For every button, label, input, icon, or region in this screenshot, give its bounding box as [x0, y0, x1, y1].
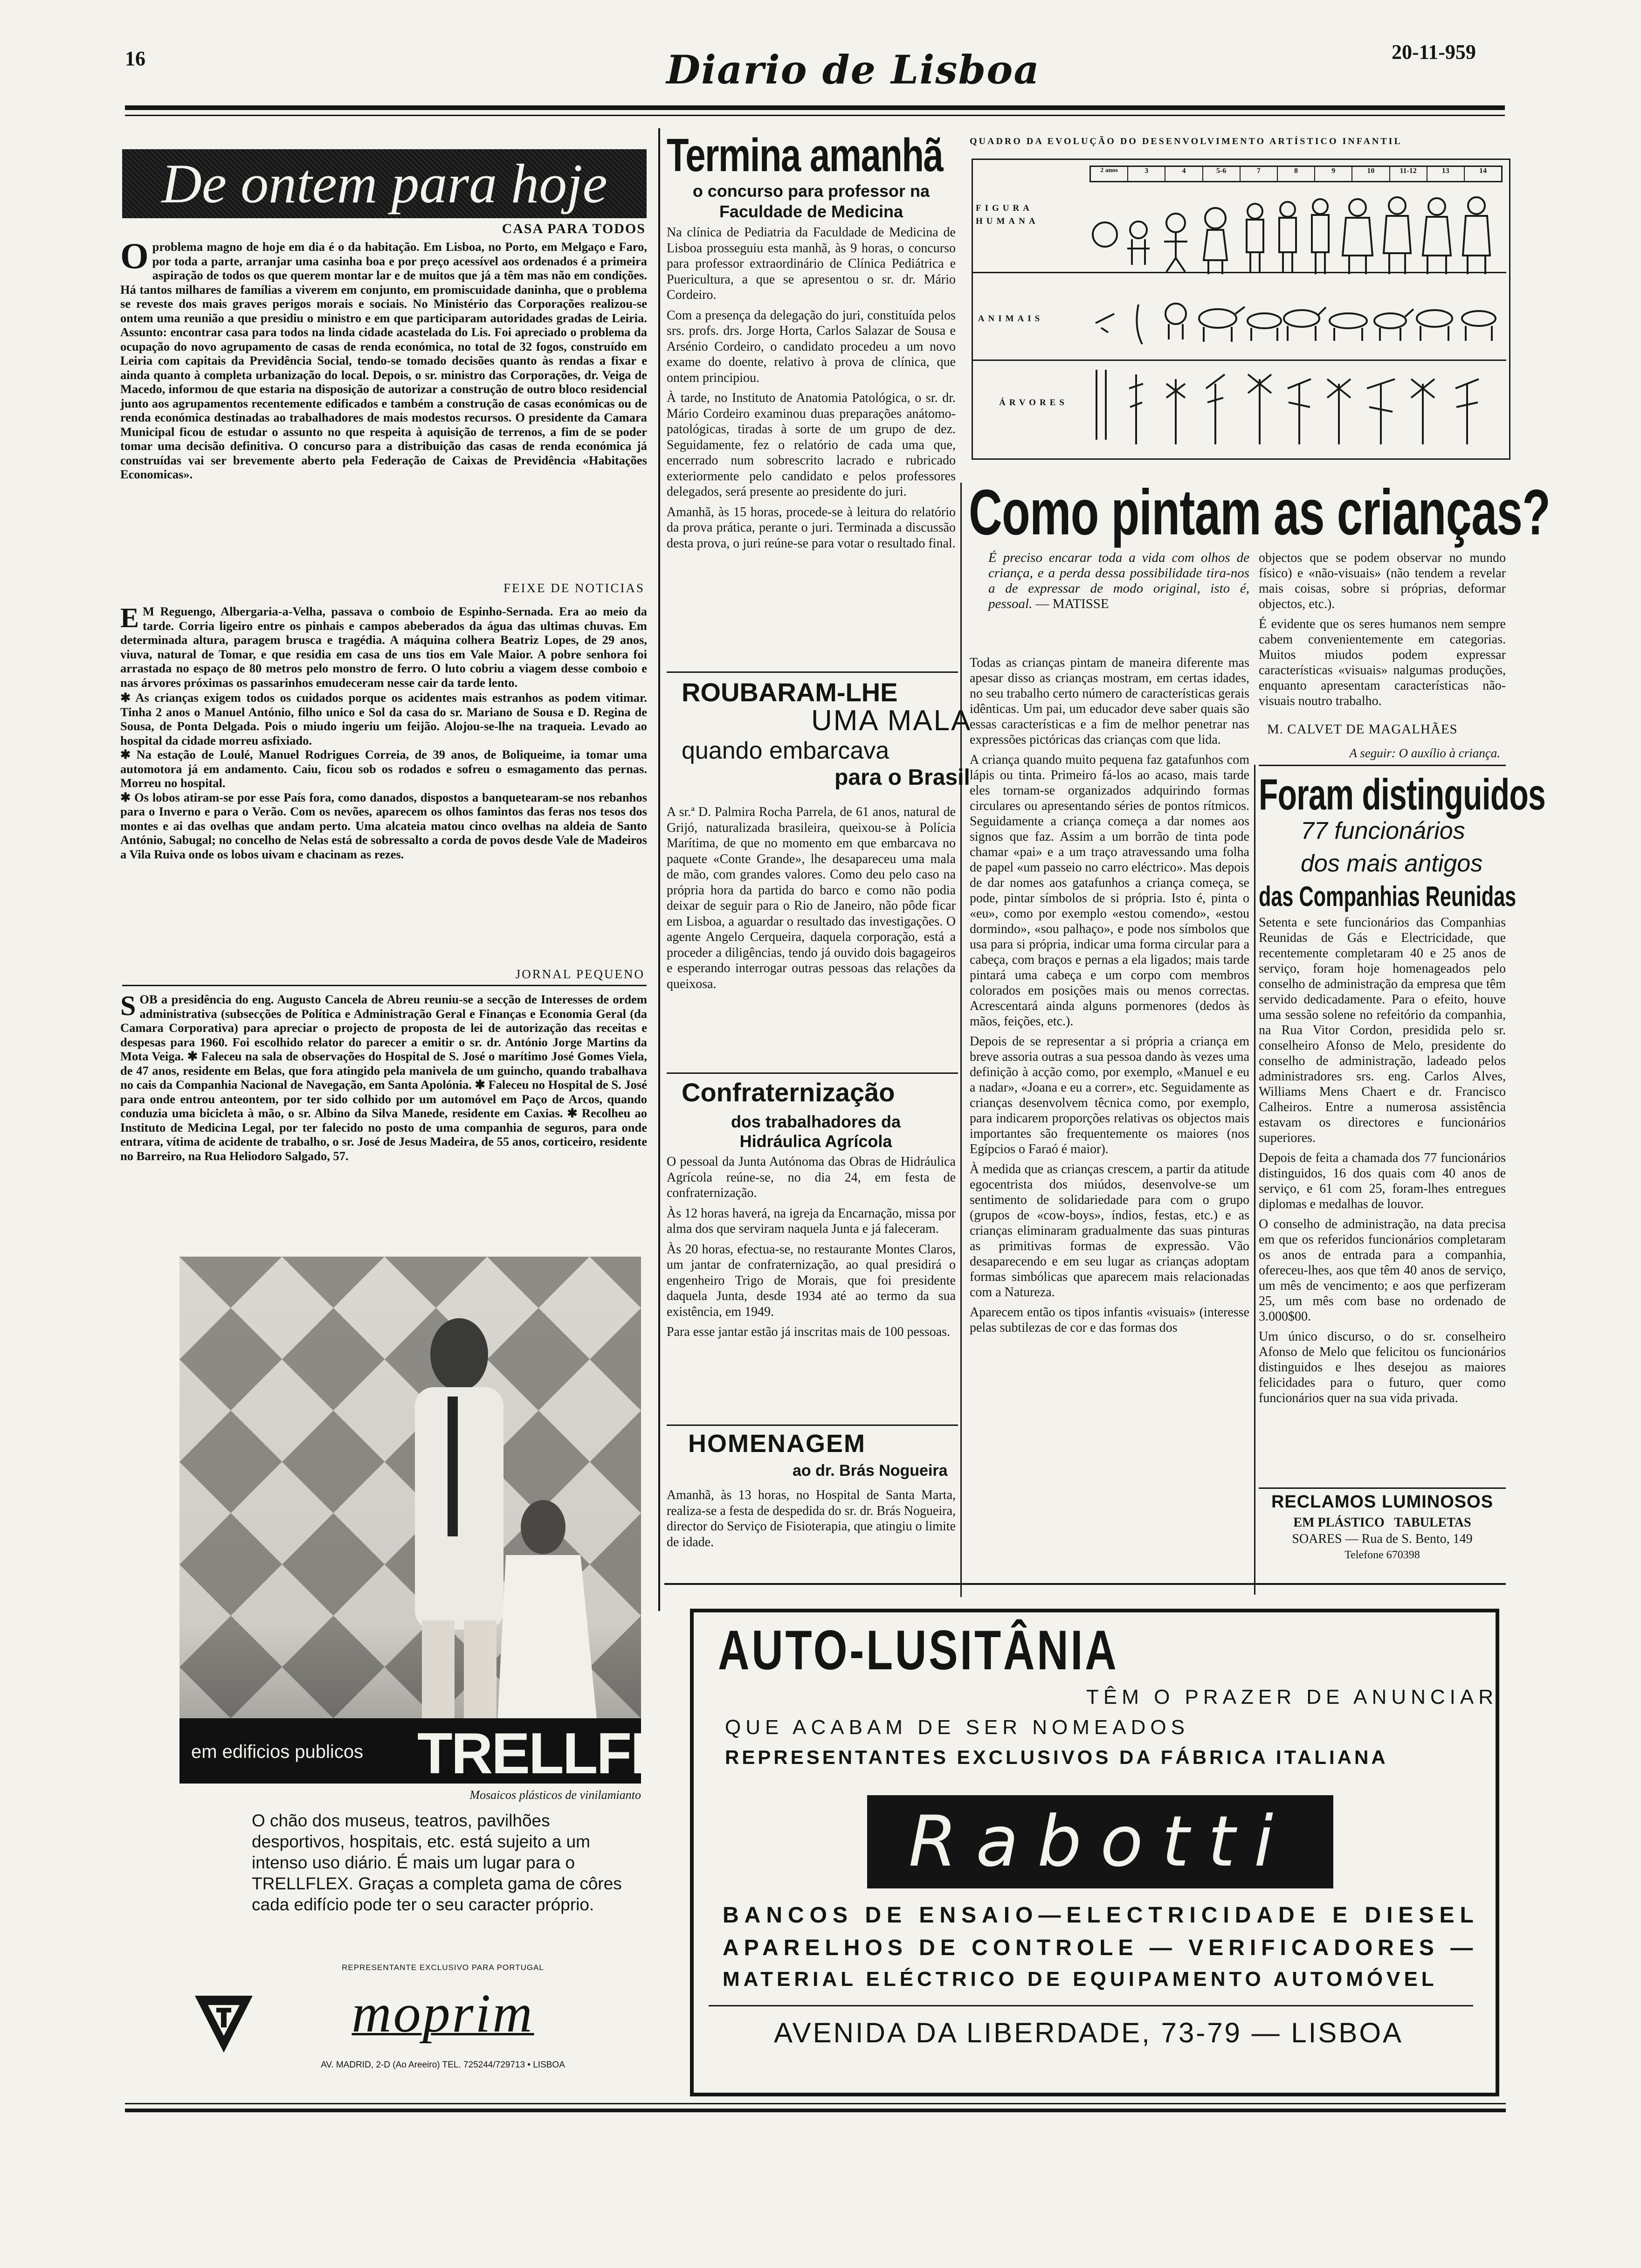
article-feixe	[120, 604, 647, 861]
section-divider	[1259, 1487, 1506, 1489]
auto-ad-products-3: MATERIAL ELÉCTRICO DE EQUIPAMENTO AUTOMÓVEL	[723, 1968, 1438, 1991]
chart-box-title: QUADRO DA EVOLUÇÃO DO DESENVOLVIMENTO ARTÍSTICO INFANTIL	[970, 136, 1402, 146]
age-header: 4	[1165, 167, 1203, 181]
reclamos-line3: SOARES — Rua de S. Bento, 149	[1292, 1532, 1473, 1546]
row-label-figura: FIGURA HUMANA	[976, 203, 1039, 226]
article-casa-para-todos	[120, 235, 647, 482]
article-homenagem: Amanhã, às 13 horas, no Hospital de Santa Marta, realiza-se a festa de despedida do sr. dr. Brás Nogueira, director do Serviço de Fisioterapia, que atingiu o limite de idade.	[667, 1488, 956, 1549]
headline-como-pintam: Como pintam as crianças?	[969, 477, 1551, 548]
drawings-chart	[972, 159, 1510, 460]
headline-termina-amanha: Termina amanhã	[667, 129, 943, 181]
age-header: 13	[1427, 167, 1465, 181]
section-banner: De ontem para hoje	[122, 149, 647, 218]
childrens-drawings	[1087, 179, 1507, 458]
article-signature: M. CALVET DE MAGALHÃES	[1267, 722, 1458, 737]
auto-ad-line3: REPRESENTANTES EXCLUSIVOS DA FÁBRICA ITALIANA	[725, 1746, 1388, 1768]
subhead-bras-nogueira: ao dr. Brás Nogueira	[793, 1462, 948, 1480]
footer-rule-1	[125, 2103, 1506, 2104]
article-distinguidos: Setenta e sete funcionários das Companhias Reunidas de Gás e Electricidade, que recentemente completaram 40 e 25 anos de serviço, foram hoje homenageados pelo conselho de administração da empresa que têm servido dedicadamente. Para o efeito, houve uma sessão solene no refeitório da companhia, na Rua Vitor Cordon, presidida pelo sr. conselheiro Afonso de Melo, presidente do conselho de administração, ladeado pelos administradores srs. eng. Carlos Alves, Williams Mens Chaert e dr. Francisco Calheiros. Entre a numerosa assistência estavam os directores e funcionários superiores. Depois de feita a chamada dos 77 funcionários distinguidos, 16 dos quais com 40 anos de serviço, e 61 com 25, foram-lhes entregues diplomas e medalhas de louvor. O conselho de administração, na data precisa em que os referidos funcionários completaram os anos de entrada para a companhia, ofereceu-lhes, aos que têm 40 anos de serviço, um mês de vencimento; e aos que perfizeram 25, um mês com base no ordenado de 3.000$00. Um único discurso, o do sr. conselheiro Afonso de Melo que felicitou os funcionários distinguidos e lhes desejou as maiores felicidades para o futuro, quer como funcionários quer na sua vida privada.	[1259, 915, 1506, 1405]
headline-companhias-reunidas: das Companhias Reunidas	[1259, 881, 1517, 912]
article-heading-casa: CASA PARA TODOS	[502, 221, 646, 236]
article-camara-corporativa	[120, 992, 647, 1163]
auto-ad-products-1: BANCOS DE ENSAIO—ELECTRICIDADE E DIESEL	[723, 1903, 1479, 1928]
trellflex-caption: em edificios publicos	[191, 1742, 364, 1762]
reclamos-line2: EM PLÁSTICO TABULETAS	[1293, 1515, 1471, 1530]
headline-roubaram: ROUBARAM-LHE	[682, 678, 898, 707]
row-label-animais: ANIMAIS	[978, 314, 1044, 324]
section-divider	[122, 985, 647, 986]
trellflex-subcaption: Mosaicos plásticos de vinilamianto	[469, 1788, 641, 1802]
quote-author: — MATISSE	[1035, 596, 1109, 611]
matisse-quote: É preciso encarar toda a vida com olhos de criança, e a perda dessa possibilidade tira-nos a de expressar de modo original, isto é, pessoal. — MATISSE	[988, 550, 1249, 611]
article-body: problema magno de hoje em dia é o da habitação. Em Lisboa, no Porto, em Melgaço e Faro, por toda a parte, arranjar uma casinha boa e por preço acessível aos ordenados é a primeira aspiração de todos os que querem montar lar e de muitos que já a têm mas não em condições. Há tantos milhares de famílias a viverem em conjunto, em promiscuidade daninha, que o problema se reveste dos mais graves perigos morais e sociais. No Ministério das Corporações realizou-se ontem uma reunião a que presidiu o ministro e em que participaram autoridades gradas de Leiria. Assunto: encontrar casa para todos na linda cidade acastelada do Lis. Foi apreciado o problema da ocupação do novo agrupamento de casas de renda económica, no total de 32 fogos, construído em Leiria com capitais da Previdência Social, tendo-se tomado decisões quanto às rendas a fixar e ainda quanto à completa urbanização do local. Depois, o sr. ministro das Corporações, dr. Veiga de Macedo, informou de que estaria na disposição de autorizar a construção de outro bloco residencial junto aos agrupamentos recentemente edificados e também a construção de casas económicas ou de renda económica destinadas ao trabalhadores de mais modestos recursos. O presidente da Camara Municipal ficou de estudar o assunto no que respeita à aquisição de terrenos, a fim de se poder tomar uma decisão definitiva. O concurso para a distribuição das casas de renda económica já construídas vai ser brevemente aberto pela Federação de Caixas de Previdência «Habitações Economicas».	[120, 240, 647, 481]
row-label-arvores: ÁRVORES	[999, 398, 1068, 408]
headline-homenagem: HOMENAGEM	[688, 1430, 866, 1458]
age-header: 7	[1241, 167, 1278, 181]
section-divider	[1259, 765, 1506, 766]
headline-uma-mala: UMA MALA	[811, 705, 972, 737]
dropcap: O	[120, 235, 149, 276]
article-body: OB a presidência do eng. Augusto Cancela de Abreu reuniu-se a secção de Interesses de ordem administrativa (subsecções de Política e Administração Geral e Finanças e Economia Geral (da Camara Corporativa) para apreciar o projecto de proposta de lei de autorização das receitas e despesas para 1960. Foi escolhido relator do parecer a emitir o sr. dr. António Jorge Martins da Mota Veiga. ✱ Faleceu na sala de observações do Hospital de S. José o marítimo José Gomes Viela, de 47 anos, residente em Belas, que fora atingido pela manivela de um guincho, quando trabalhava no cais da Companhia Nacional de Navegação, em Santa Apolónia. ✱ Faleceu no Hospital de S. José para onde entrou anteontem, por ter sido colhido por um automóvel em Paço de Arcos, quando conduzia uma bicicleta à mão, o sr. Albino da Silva Manede, residente em Caxias. ✱ Recolheu ao Instituto de Medicina Legal, por ter falecido no posto de uma companhia de seguros, para onde entrara, vítima de acidente de trabalho, o sr. José de Jesus Madeira, de 55 anos, corticeiro, residente no Barreiro, na Rua Heliodoro Salgado, 57.	[120, 992, 647, 1163]
age-header: 8	[1278, 167, 1315, 181]
age-header: 14	[1479, 167, 1487, 175]
news-item: ✱ Na estação de Loulé, Manuel Rodrigues Correia, de 39 anos, de Boliqueime, ia tomar uma automotora já em andamento. Caiu, ficou sob os rodados e sofreu o esmagamento das pernas. Morreu no hospital.	[120, 747, 647, 790]
article-body: M Reguengo, Albergaria-a-Velha, passava o comboio de Espinho-Sernada. Era ao meio da tarde. Corria ligeiro entre os pinhais e campos abeberados da água das ultimas chuvas. Em determinada altura, paragem brusca e tragédia. A máquina colhera Beatriz Lopes, de 29 anos, viuva, natural de Tomar, e que residia em casa de uns tios em Vale Maior. A pobre senhora foi arrastada no espaço de 80 metros pelo monstro de ferro. O luto cobriu a viagem desse comboio e nas árvores próximas os passarinhos emudeceram nesse cair da tarde lento.	[120, 604, 647, 690]
rabotti-logo: Rabotti	[908, 1801, 1292, 1882]
article-signature: FEIXE DE NOTICIAS	[503, 581, 645, 595]
article-concurso: Na clínica de Pediatria da Faculdade de Medicina de Lisboa prosseguiu esta manhã, às 9 horas, o concurso para professor extraordinário de Clínica Pediátrica e Puericultura, a que se apresentou o sr. dr. Mário Cordeiro. Com a presença da delegação do juri, constituída pelos srs. profs. drs. Jorge Horta, Carlos Salazar de Sousa e Arsénio Cordeiro, o candidato procedeu a um novo exame do doente, relativo à prova de clínica, que ontem principiou. À tarde, no Instituto de Anatomia Patológica, o sr. dr. Mário Cordeiro examinou duas preparações anátomo-patológicas, tiradas à sorte de um grupo de dez. Seguidamente, fez o relatório de cada uma que, encerrado num sobrescrito lacrado e rubricado exteriormente pelo candidato e pelos professores delegados, será presente ao presidente do juri. Amanhã, às 15 horas, procede-se à leitura do relatório da prova prática, perante o juri. Terminada a discussão desta prova, o juri reúne-se para votar o resultado final.	[667, 225, 956, 551]
trellflex-brand: TRELLFLEX	[417, 1722, 739, 1786]
column-rule-middle	[960, 483, 962, 1597]
headline-dos-mais-antigos: dos mais antigos	[1301, 850, 1483, 877]
age-header: 3	[1128, 167, 1165, 181]
masthead-date: 20-11-959	[1392, 41, 1476, 63]
age-header: 9	[1315, 167, 1352, 181]
article-confraternizacao: O pessoal da Junta Autónoma das Obras de Hidráulica Agrícola reúne-se, no dia 24, em festa de confraternização. Às 12 horas haverá, na igreja da Encarnação, missa por alma dos que serviram naquela Junta e já faleceram. Às 20 horas, efectua-se, no restaurante Montes Claros, um jantar de confraternização, ao qual presidirá o engenheiro Trigo de Morais, que foi presidente daquela Junta, desde 1934 até ao termo da sua existência, em 1949. Para esse jantar estão já inscritas mais de 100 pessoas.	[667, 1155, 956, 1339]
moprim-triangle-logo	[191, 1991, 256, 2056]
section-divider	[667, 1424, 958, 1426]
auto-ad-line2: QUE ACABAM DE SER NOMEADOS	[725, 1716, 1189, 1739]
article-mala: A sr.ª D. Palmira Rocha Parrela, de 61 anos, natural de Grijó, naturalizada brasileira, queixou-se à Polícia Marítima, de que no momento em que embarcava no paquete «Conte Grande», lhe desapareceu uma mala de mão, com grandes valores. Como deu pelo caso na própria hora da partida do barco e como não podia deixar de seguir para o Rio de Janeiro, não pôde ficar em Lisboa, a aguardar o resultado das investigações. O agente Angelo Cerqueira, daquela corporação, está a proceder a diligências, tendo já ouvido dois bagageiros e esperando interrogar outras pessoas das relações da queixosa.	[667, 805, 956, 991]
article-signature: JORNAL PEQUENO	[515, 967, 645, 981]
page-number: 16	[125, 47, 145, 70]
auto-ad-line1: TÊM O PRAZER DE ANUNCIAR	[1086, 1686, 1498, 1708]
headline-77-funcionarios: 77 funcionários	[1301, 817, 1465, 844]
news-item: ✱ Os lobos atiram-se por esse País fora, como danados, dispostos a banquetearam-se nos rebanhos para o Inverno e para o Verão. Com os nevões, aparecem os olhos famintos das feras nos tesos dos montes e ai das ovelhas que andam perto. Uma alcateia matou cinco ovelhas na aldeia de Santo António, Sabugal; no concelho de Nelas está de sobressalto a corda de povos desde Vale de Madeiros a Vila Ruiva onde os lobos uivam e chacinam as rezes.	[120, 790, 647, 861]
age-header: 2 anos	[1091, 167, 1128, 181]
column-rule-left	[658, 128, 660, 1611]
headline-foram-distinguidos: Foram distinguidos	[1259, 770, 1545, 819]
masthead-title: Diario de Lisboa	[666, 47, 1040, 93]
people-illustration	[179, 1257, 641, 1784]
reclamos-title: RECLAMOS LUMINOSOS	[1271, 1492, 1494, 1512]
section-divider	[667, 1072, 958, 1074]
article-como-pintam-col1: Todas as crianças pintam de maneira diferente mas apesar disso as crianças mostram, em certas idades, no seu trabalho certo número de características gerais idênticas. Um pai, um educador deve saber quais são essas características e a fim de melhor penetrar nas expressões pictóricas das crianças com que lida. A criança quando muito pequena faz gatafunhos com lápis ou tinta. Primeiro fá-los ao acaso, mais tarde eles tornam-se organizados adquirindo formas circulares ou apresentando séries de pontos rítmicos. Seguidamente a criança começa a dar nomes aos signos que faz. Assim a um borrão de tinta pode chamar «pai» e a um traço atravessando uma folha de papel «um passeio no carro eléctrico». Mas depois de dar nomes aos gatafunhos a criança começa, se pode, pintar símbolos de si própria. Isto é, pinta o «eu», como por exemplo «estou comendo», «estou dormindo», «sou palhaço», e pode nos símbolos que usa para si própria, indicar uma forma circular para a cabeça, com braços e pernas a ela ligados; mais tarde pintará uma cabeça e um corpo com membros colorados em posições mais ou menos correctas. Acrescentará ainda alguns pormenores (dedos às mãos, feições, etc.). Depois de se representar a si própria a criança em breve assoria outras a sua pessoa dando às vezes uma definição à acção como, por exemplo, «Manuel e eu a nadar», «Joana e eu a correr», etc. Seguidamente as crianças desenvolvem têcnica como, por exemplo, para indicarem proporções relativas os objectos mais importantes são frequentemente os maiores (nos Egípcios o Faraó é maior). À medida que as crianças crescem, a partir da atitude egocentrista dos miúdos, desenvolve-se um sentimento de solidariedade para com o grupo (grupos de «cow-boys», índios, festas, etc.) e as crianças eliminaram gradualmente das suas pinturas as primitivas formas de expressão. Vão desaparecendo e em seu lugar as crianças adoptam formas simbólicas que aparecem mais relacionadas com a Natureza. Aparecem então os tipos infantis «visuais» (interesse pelas subtilezas de cor e das formas dos	[970, 656, 1249, 1335]
article-como-pintam-col2: objectos que se podem observar no mundo físico) e «não-visuais» (não tendem a revelar mais coisas, sobre si próprias, deformar objectos, etc.). É evidente que os seres humanos nem sempre cabem convenientemente em categorias. Muitos miudos podem expressar características «visuais» nalgumas produções, enquanto apresentam características não-visuais noutro trabalho.	[1259, 551, 1506, 708]
auto-ad-products-2: APARELHOS DE CONTROLE — VERIFICADORES —	[723, 1936, 1478, 1960]
age-header: 11-12	[1390, 167, 1427, 181]
age-header: 10	[1352, 167, 1390, 181]
trellflex-body: O chão dos museus, teatros, pavilhões desportivos, hospitais, etc. está sujeito a um intenso uso diário. É mais um lugar para o TRELLFLEX. Graças a completa gama de côres cada edifício pode ter o seu caracter próprio.	[252, 1811, 622, 1914]
section-divider	[667, 671, 958, 673]
subhead-hidraulica: dos trabalhadores da Hidráulica Agrícola	[731, 1112, 901, 1151]
age-header: 5-6	[1203, 167, 1241, 181]
reclamos-phone: Telefone 670398	[1345, 1549, 1420, 1561]
moprim-brand: moprim	[352, 1983, 534, 2044]
auto-lusitania-brand: AUTO-LUSITÂNIA	[718, 1619, 1119, 1681]
subhead-concurso: o concurso para professor na Faculdade de Medicina	[692, 181, 930, 221]
headline-confraternizacao: Confraternização	[682, 1078, 895, 1107]
news-item: ✱ As crianças exigem todos os cuidados porque os acidentes mais estranhos as podem vitimar. Tinha 2 anos o Manuel António, filho unico e Sol da casa do sr. Mariano de Sousa e D. Regina de Sousa, de Ponta Delgada. Pois o miudo ingeriu um feijão. Alojou-se-lhe na traqueia. Levado ao hospital da cidade morreu asfixiado.	[120, 691, 647, 747]
column-rule-right	[1254, 765, 1255, 1595]
masthead-rule-2	[125, 115, 1505, 116]
masthead-rule-1	[125, 105, 1505, 110]
headline-quando-embarcava: quando embarcava	[682, 737, 889, 764]
dropcap: E	[120, 602, 139, 633]
trellflex-rep-line: REPRESENTANTE EXCLUSIVO PARA PORTUGAL	[342, 1963, 544, 1972]
footer-rule-2	[125, 2109, 1506, 2112]
moprim-address: AV. MADRID, 2-D (Ao Areeiro) TEL. 725244/729713 • LISBOA	[321, 2060, 565, 2070]
headline-para-o-brasil: para o Brasil	[834, 765, 970, 790]
next-article-note: A seguir: O auxílio à criança.	[1349, 746, 1500, 760]
ad-divider	[709, 2005, 1473, 2006]
advert-photo	[179, 1257, 641, 1784]
section-divider	[664, 1583, 1506, 1585]
auto-ad-address: AVENIDA DA LIBERDADE, 73-79 — LISBOA	[774, 2017, 1404, 2048]
dropcap: S	[120, 990, 136, 1021]
